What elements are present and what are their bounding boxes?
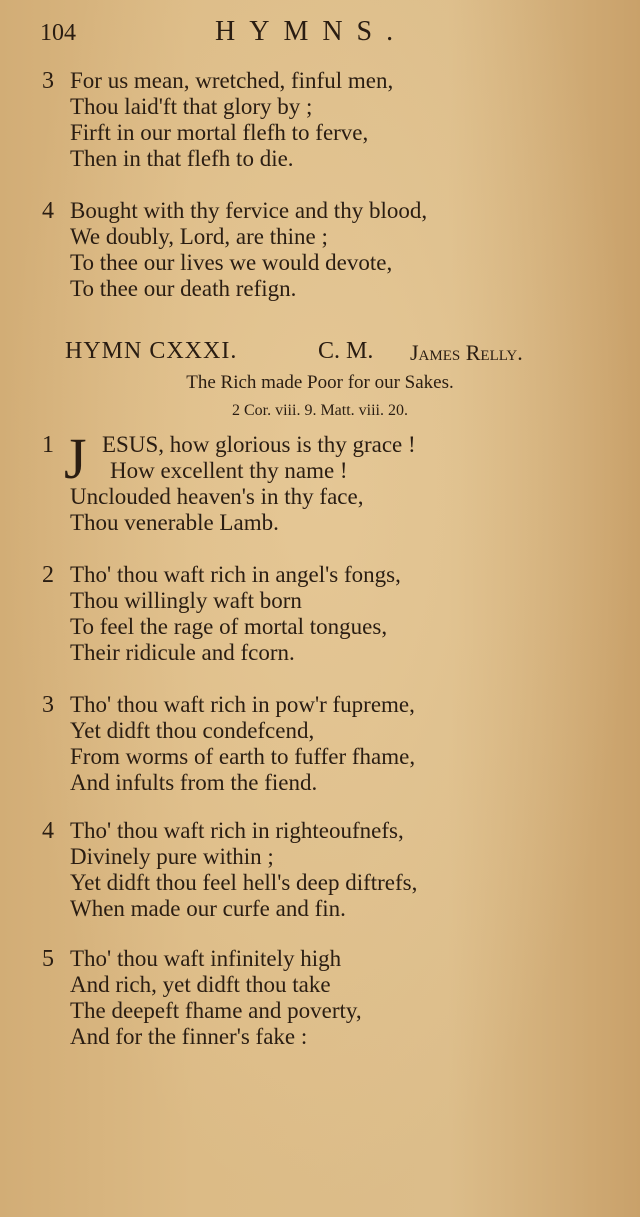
verse-line: And rich, yet didft thou take — [70, 972, 331, 997]
stanza-number: 4 — [42, 198, 54, 224]
verse-line: And for the finner's fake : — [70, 1024, 308, 1049]
verse-line: Unclouded heaven's in thy face, — [70, 484, 364, 509]
stanza-number: 4 — [42, 818, 54, 844]
verse-line: Bought with thy fervice and thy blood, — [70, 198, 428, 223]
verse-line: Then in that flefh to die. — [70, 146, 294, 171]
verse-line: Thou venerable Lamb. — [70, 510, 279, 535]
verse-line: Yet didft thou condefcend, — [70, 718, 315, 743]
verse-line: Tho' thou waft infinitely high — [70, 946, 342, 971]
running-title: HYMNS. — [215, 16, 408, 47]
verse-line: When made our curfe and fin. — [70, 896, 346, 921]
verse-line: Thou willingly waft born — [70, 588, 302, 613]
verse-line: Thou laid'ft that glory by ; — [70, 94, 313, 119]
drop-cap: J — [64, 426, 87, 491]
verse-line: To feel the rage of mortal tongues, — [70, 614, 388, 639]
verse-line: And infults from the fiend. — [70, 770, 318, 795]
verse-line: From worms of earth to fuffer fhame, — [70, 744, 416, 769]
verse-line: For us mean, wretched, finful men, — [70, 68, 394, 93]
verse-line: Yet didft thou feel hell's deep diftrefs, — [70, 870, 418, 895]
verse-line: Their ridicule and fcorn. — [70, 640, 295, 665]
stanza-number: 2 — [42, 562, 54, 588]
hymn-heading — [0, 338, 640, 370]
page-number: 104 — [40, 20, 76, 46]
stanza-number: 3 — [42, 68, 54, 94]
verse-line: We doubly, Lord, are thine ; — [70, 224, 328, 249]
hymn-meter: C. M. — [318, 338, 374, 364]
stanza-number: 5 — [42, 946, 54, 972]
verse-line: Divinely pure within ; — [70, 844, 274, 869]
verse-line: The deepeft fhame and poverty, — [70, 998, 362, 1023]
verse-line: Tho' thou waft rich in righteoufnefs, — [70, 818, 404, 843]
verse-line: Tho' thou waft rich in angel's fongs, — [70, 562, 401, 587]
verse-line: Firft in our mortal flefh to ferve, — [70, 120, 369, 145]
verse-line: To thee our lives we would devote, — [70, 250, 393, 275]
stanza-number: 1 — [42, 432, 54, 458]
verse-line: How excellent thy name ! — [110, 458, 348, 483]
verse-line: ESUS, how glorious is thy grace ! — [102, 432, 416, 457]
page-header — [0, 14, 640, 54]
hymn-title: HYMN CXXXI. — [65, 338, 238, 364]
stanza-number: 3 — [42, 692, 54, 718]
hymn-author: James Relly. — [410, 340, 523, 365]
verse-line: Tho' thou waft rich in pow'r fupreme, — [70, 692, 415, 717]
hymn-subtitle: The Rich made Poor for our Sakes. — [186, 372, 454, 393]
scripture-reference: 2 Cor. viii. 9. Matt. viii. 20. — [231, 402, 408, 419]
verse-line: To thee our death refign. — [70, 276, 297, 301]
